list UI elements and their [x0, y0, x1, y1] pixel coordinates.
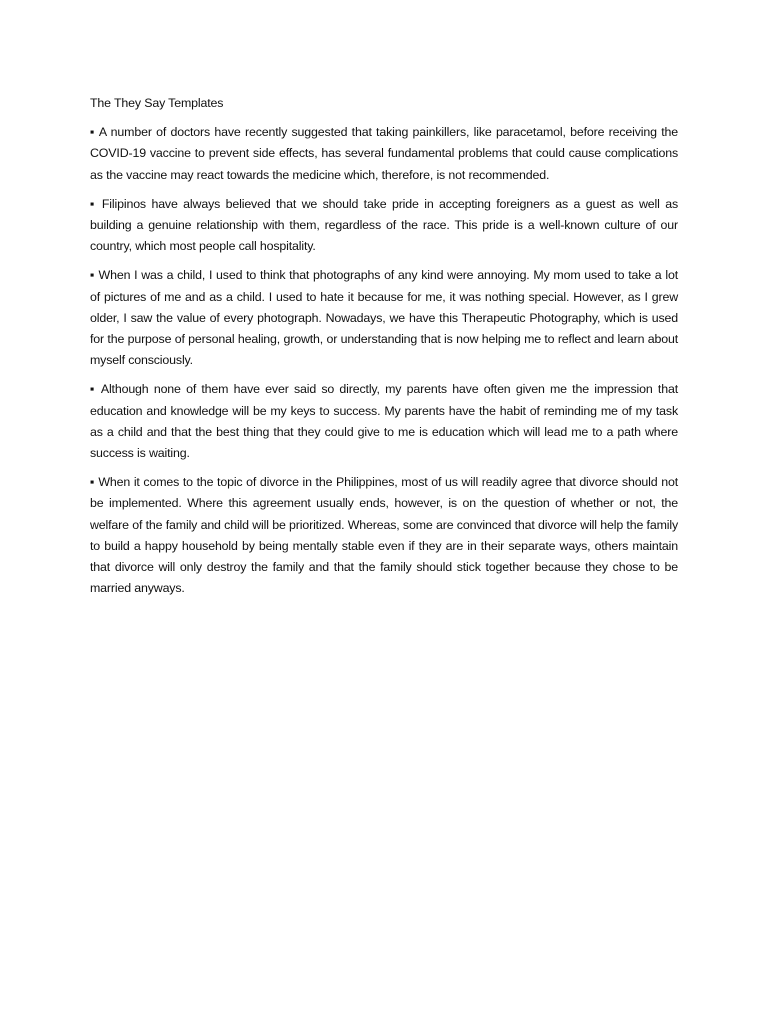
paragraph-education: ▪ Although none of them have ever said so directly, my parents have often given me the impression that education and knowledge will be my keys to success. My parents have the habit of reminding me of my task as a child and that the best thing that they could give to me is education which will lead me to a path where success is waiting. [90, 382, 678, 461]
document-title: The They Say Templates [90, 96, 224, 110]
paragraph-hospitality: ▪ Filipinos have always believed that we should take pride in accepting foreigners as a guest as well as building a genuine relationship with them, regardless of the race. This pride is a well-known culture of our country, which most people call hospitality. [90, 196, 678, 254]
paragraph-painkillers: ▪ A number of doctors have recently suggested that taking painkillers, like paracetamol, before receiving the COVID-19 vaccine to prevent side effects, has several fundamental problems that could cause complications as the vaccine may react towards the medicine which, therefore, is not recommended. [90, 125, 678, 182]
paragraph-photography: ▪ When I was a child, I used to think that photographs of any kind were annoying. My mom used to take a lot of pictures of me and as a child. I used to hate it because for me, it was nothing special. However, as I grew older, I saw the value of every photograph. Nowadays, we have this Therapeutic Photography, which is used for the purpose of personal healing, growth, or understanding that is now helping me to reflect and learn about myself consciously. [90, 268, 678, 368]
document-body [90, 93, 678, 607]
paragraph-divorce: ▪ When it comes to the topic of divorce in the Philippines, most of us will readily agree that divorce should not be implemented. Where this agreement usually ends, however, is on the question of whether or not, the welfare of the family and child will be prioritized. Whereas, some are convinced that divorce will help the family to build a happy household by being mentally stable even if they are in their separate ways, others maintain that divorce will only destroy the family and that the family should stick together because they chose to be married anyways. [90, 475, 678, 596]
